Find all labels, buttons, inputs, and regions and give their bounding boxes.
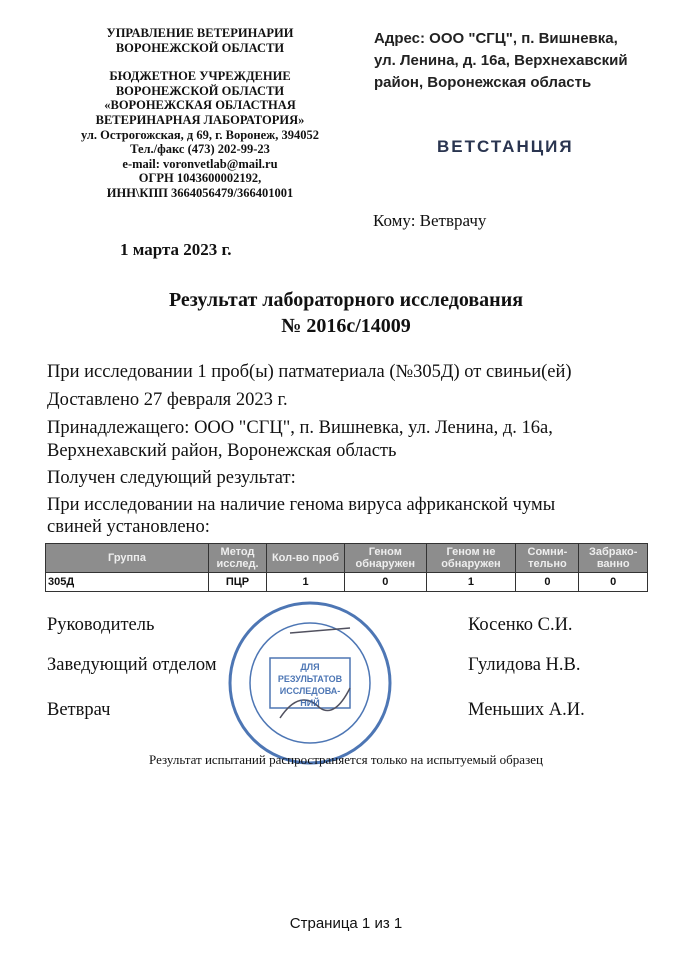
document-date: 1 марта 2023 г. [120,240,232,259]
station-label: ВЕТСТАНЦИЯ [437,137,574,156]
spacer [60,55,340,69]
footer-note: Результат испытаний распространяется только на испытуемый образец [149,752,543,767]
header-line: БЮДЖЕТНОЕ УЧРЕЖДЕНИЕ [109,69,291,84]
table-cell: 305Д [46,573,209,592]
body-line: свиней установлено: [47,517,210,537]
body-line: Верхнехавский район, Воронежская область [47,441,397,461]
column-header: Забрако-ванно [579,544,648,573]
body-line: При исследовании 1 проб(ы) патматериала (№305Д) от свиньи(ей) [47,362,572,382]
svg-text:НИЙ: НИЙ [300,698,320,708]
seal-stamp [220,598,400,768]
signature-name: Меньших А.И. [468,700,585,720]
svg-text:ДЛЯ: ДЛЯ [300,662,320,672]
results-table [45,543,648,592]
address-line: район, Воронежская область [374,74,592,91]
header-line: ИНН\КПП 3664056479/366401001 [106,185,294,200]
table-cell: 1 [426,573,516,592]
svg-text:РЕЗУЛЬТАТОВ: РЕЗУЛЬТАТОВ [277,674,343,684]
table-cell: 1 [267,573,345,592]
body-line: При исследовании на наличие генома вируса африканской чумы [47,495,556,515]
column-header: Группа [46,544,209,573]
signature-name: Гулидова Н.В. [468,655,581,675]
table-cell: 0 [579,573,648,592]
recipient-address [374,28,628,94]
table-cell: 0 [345,573,427,592]
table-cell: ПЦР [209,573,267,592]
signature-name: Косенко С.И. [468,615,573,635]
svg-text:ИССЛЕДОВА-: ИССЛЕДОВА- [279,686,341,696]
table-row [46,573,648,592]
header-line: «ВОРОНЕЖСКАЯ ОБЛАСТНАЯ [104,98,296,113]
document-number: № 2016с/14009 [281,315,411,337]
header-line: ВОРОНЕЖСКОЙ ОБЛАСТИ [115,40,285,55]
signature-role: Руководитель [47,615,155,635]
address-line: ул. Ленина, д. 16а, Верхнехавский [374,52,628,69]
body-line: Принадлежащего: ООО "СГЦ", п. Вишневка, ул. Ленина, д. 16а, [47,418,553,438]
column-header: Метод исслед. [209,544,267,573]
document-title [0,287,692,339]
body-line: Доставлено 27 февраля 2023 г. [47,390,288,410]
header-line: ОГРН 1043600002192, [138,171,262,186]
header-line: e-mail: voronvetlab@mail.ru [122,156,278,171]
column-header: Кол-во проб [267,544,345,573]
column-header: Геном не обнаружен [426,544,516,573]
recipient: Кому: Ветврачу [373,211,487,230]
signature-role: Ветврач [47,700,111,720]
signature-role: Заведующий отделом [47,655,217,675]
header-line: ул. Острогожская, д 69, г. Воронеж, 394052 [80,127,319,142]
address-line: Адрес: ООО "СГЦ", п. Вишневка, [374,30,618,47]
table-header-row [46,544,648,573]
lab-header [60,26,340,201]
header-line: Тел./факс (473) 202-99-23 [130,142,270,157]
title-line: Результат лабораторного исследования [168,289,524,311]
page-number: Страница 1 из 1 [289,915,403,932]
header-line: ВОРОНЕЖСКОЙ ОБЛАСТИ [115,83,285,98]
body-line: Получен следующий результат: [47,468,296,488]
header-line: УПРАВЛЕНИЕ ВЕТЕРИНАРИИ [106,26,294,40]
table-cell: 0 [516,573,579,592]
column-header: Геном обнаружен [345,544,427,573]
column-header: Сомни-тельно [516,544,579,573]
header-line: ВЕТЕРИНАРНАЯ ЛАБОРАТОРИЯ» [95,112,305,127]
